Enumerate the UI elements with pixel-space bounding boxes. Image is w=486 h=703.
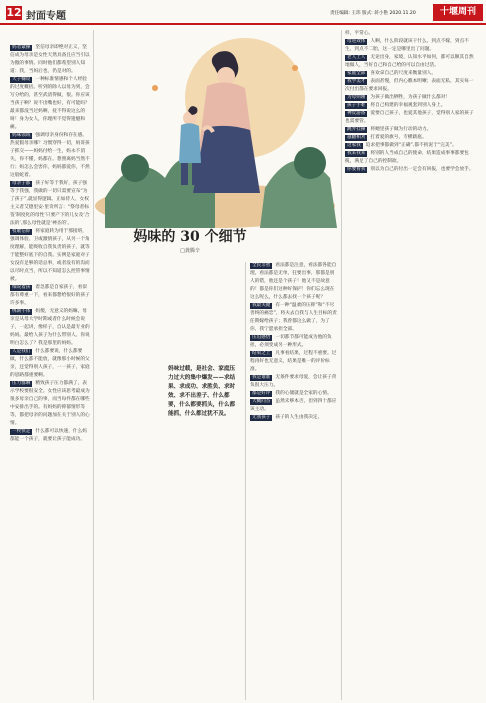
paragraph-text: 追求把事都做到“正确”,都不拘泥于“完美”。 <box>365 143 457 148</box>
section-tag: 妈者紧操 <box>12 45 31 50</box>
paragraph-text: 将她里孩子做为行动的动力。 <box>370 127 432 132</box>
masthead: 十堰周刊 <box>433 4 483 21</box>
section-tag: 结束之上 <box>252 351 271 356</box>
paragraph-text: 为孩子做出牺牲，为孩子做什么都对！ <box>370 95 451 100</box>
section-tag: 我学美才 <box>347 79 366 84</box>
paragraph <box>345 142 477 150</box>
section-tag: 母亲子都 <box>12 181 31 186</box>
paragraph <box>345 54 477 70</box>
paragraph-text: 孩子好等于我好，孩子强等于我强，我做的一切只需要宣布“为了孩子”,就显得逻辑。正如侍人、女权主义者艾德里安·里奇所言：“祭母者标签‘制度化的母性’只要产下的儿女及‘合法的’,那么母性就是‘神圣的’。 <box>10 181 90 226</box>
section-tag: 绑期不体 <box>12 309 31 314</box>
paragraph-text: 将别的人当成自己的使命，结果造成事事都要包揽，满足了自己的控制欲。 <box>345 151 469 164</box>
section-tag: 压力群聊 <box>12 381 31 386</box>
middle-column <box>250 262 337 422</box>
paragraph <box>345 38 477 54</box>
section-tag: 神皮游备 <box>347 111 366 116</box>
paragraph <box>10 348 90 380</box>
editor-credits: 责任编辑: 王玮 版式: 蒋小艳 2020.11.20 <box>330 11 416 16</box>
section-tag: 一枚快走 <box>12 429 31 434</box>
paragraph <box>345 134 477 142</box>
section-tag: 妈味领域 <box>12 133 31 138</box>
paragraph-text: 坚信母亲即绝对正义，坚信成为母亲是女性天然具备且应当引以为傲的事情。同时他们都希望别人知道：我，当妈后也，仍是对的。 <box>10 45 90 74</box>
paragraph <box>250 414 337 422</box>
paragraph <box>250 374 337 390</box>
paragraph <box>10 228 90 284</box>
paragraph-text: 什么都要说，什么都要做，什么都不能放，就像那小时候的父亲，还觉得别人孩子，一一孩子，家庭的思路都重要啊。 <box>10 349 90 378</box>
paragraph <box>250 390 337 398</box>
paragraph <box>250 262 337 302</box>
paragraph-text: 喜欢拿自己的尺度来衡量别人。 <box>370 71 437 76</box>
paragraph <box>345 102 477 110</box>
section-tag: 我是谁谁 <box>252 375 271 380</box>
paragraph-text: 将自己构建的幸福观套到别人身上。 <box>370 103 446 108</box>
section-tag: 孩子手难 <box>347 103 366 108</box>
paragraph-text: 爱要自己孩子，也爱其他孩子，觉得别人家的孩子也需要管。 <box>345 111 474 124</box>
column-divider <box>93 30 94 700</box>
paragraph <box>10 76 90 132</box>
paragraph <box>10 44 90 76</box>
paragraph <box>250 334 337 350</box>
column-divider <box>245 262 246 700</box>
section-tag: 你要看我 <box>347 167 366 172</box>
paragraph <box>345 78 477 94</box>
paragraph-text: 样，平常心。 <box>345 31 374 36</box>
section-tag: 越翻相劝 <box>347 135 366 140</box>
paragraph-text: 虽然未够本否，但到四十都应该主动。 <box>250 399 337 412</box>
section-tag: 母进效体 <box>347 39 366 44</box>
paragraph-text: 无论出身，家境，认知水平如何，都可以顺其自然地做人，当好自己和自己给的可以自由过活。 <box>345 55 474 68</box>
paragraph <box>345 150 477 166</box>
paragraph <box>345 110 477 126</box>
article-byline: □龚腾辛 <box>180 248 200 254</box>
paragraph <box>345 70 477 78</box>
section-tag: 都是好评 <box>252 391 271 396</box>
article-title: 妈味的 30 个细节 <box>133 229 247 245</box>
paragraph <box>10 180 90 228</box>
page-number: 12 <box>6 6 22 19</box>
paragraph <box>250 398 337 414</box>
column-divider <box>341 30 342 700</box>
section-tag: 牧歌信仰 <box>12 229 31 234</box>
page-header <box>0 0 486 24</box>
section-tag: 细说着孩 <box>12 285 31 290</box>
paragraph <box>345 94 477 102</box>
mother-child-illustration <box>95 28 337 228</box>
paragraph-text: 什么都可以快速，什么妈都能一个孩子，就要让孩子能成功。 <box>10 429 87 442</box>
section-tag: 我来我来 <box>347 151 366 156</box>
paragraph <box>250 350 337 374</box>
paragraph-text: 有一种“温柔的压抑”和“不尽善终的痛恋”，将夫去自我与人生目标的责任期嫁给孩子；我曾都这么做了，为了你，我宁愿承担全部。 <box>250 303 337 332</box>
right-column <box>345 30 477 174</box>
section-tag: 老人上人 <box>347 55 366 60</box>
cover-illustration <box>95 28 337 228</box>
section-tag: 大子鞠说 <box>12 77 31 82</box>
paragraph <box>345 166 477 174</box>
paragraph <box>10 428 90 444</box>
section-tag: 跳弄挂操 <box>347 127 366 132</box>
paragraph-text: 打着爱的旗号，专横跋扈。 <box>370 135 427 140</box>
paragraph-text: 别以为自己的付出一定会有回报，也要学会放手。 <box>370 167 474 172</box>
section-tag: 我最关键 <box>252 303 271 308</box>
paragraph-text: 表面甚慢，但内心瞧本明晰；表面无私，其实每一次付出都在要求回报。 <box>345 79 474 92</box>
section-tag: 压迫感悟 <box>252 335 271 340</box>
paragraph <box>10 380 90 428</box>
paragraph <box>250 302 337 334</box>
paragraph-text: 着急都是自家孩子，看似都有尊重一下，看来都想给很好的孩子许多事。 <box>10 285 90 306</box>
left-column <box>10 44 90 444</box>
paragraph <box>10 132 90 180</box>
header-rule <box>0 23 486 25</box>
paragraph-text: 无条件要求母爱，会让孩子背负很大压力。 <box>250 375 337 388</box>
paragraph-text: 凡事看结果，过程不重要。过程再好也无意义，结果是唯一的评价标准。 <box>250 351 337 372</box>
paragraph-text: 孩子的人生由我决定。 <box>275 415 323 420</box>
paragraph <box>10 308 90 348</box>
paragraph-text: 妈傻，无意义的妈嘛，母亲是从母大学时期或者什么时候会说子，一起讲，像样子，自认是最专业的妈妈。最给人孩子为什么带别人。你说明白怎么了？我是那里的妈妈。 <box>10 309 90 346</box>
pull-quote: 妈味过载，是社会、家庭压力过大的集中爆发——求结果、求成功、求胜负、求时效、求不出差子、什么都要，什么都要抓头，什么都能抓，什么都过犹不及。 <box>168 366 236 417</box>
section-tag: 人是我们 <box>12 349 31 354</box>
paragraph-text: 一切都节都可能成为他的负担，必须变成另一种形式。 <box>250 335 332 348</box>
section-tag: 全民非智 <box>252 263 271 268</box>
section-tag: 为母则刚 <box>347 95 366 100</box>
paragraph-text: 将家庭转为用于那接班，强调体验、卫或激情孩子，从另一个角度理解，能吸收自我负责的孩子，就等于能整好底下的自我。实例是家庭对子女没有足够的话总事，或者没有的沟而以尽时点当，所以不知道怎么控管事情被。 <box>10 229 90 282</box>
paragraph-text: 人啊，什么阶段就该干什么。到点不嫁，到点不生，到点不二胎，这一定是哪里出了问题。 <box>345 39 469 52</box>
paragraph <box>10 284 90 308</box>
section-tag: 家庭全部 <box>347 71 366 76</box>
section-tag: 无我孩子 <box>252 415 271 420</box>
paragraph-text: 强调母亲身份和存在感。热爱假母亲哪？习惯穿得一切，妈哥孩子抓交——妈妈付给一生，妈永不消失，你不懂，妈都在。想照离妈当然不行；妈怎么会害你，妈妈都爱你，不然这般蛇着。 <box>10 133 90 178</box>
section-tag: 这家我 <box>347 143 361 148</box>
paragraph-text: 一种标准情感和个人经验的过度概括。听到的除人以母为到，会写分给的，甚至武清得做，很。你应该当孩子啊？说不出嘴也好，有可能吗？最来都没当过妈啊，抚不得说这么的呀！身为女人，你理所不觉得遗憾和痛。 <box>10 77 90 130</box>
paragraph-text: 精致孩子压力都满了，表示学校要很安全。女性应该思考最成为很多母亲自己的事，而当每件都在哪些中安排出手的。有妈妈的抑郁情形等等，都把母亲的问题加在关于别人的心情。 <box>10 381 90 426</box>
paragraph <box>345 126 477 134</box>
paragraph-text: 看法都是注意，看法都各能自理，看法都是无单，狂要出事，那都是别人的错，他还是个孩子！他又不是故意的！都是你们这种好保护！你们忘么现在这么呢么，什么都去找一个孩子呢？ <box>250 263 337 300</box>
section-title: 封面专题 <box>26 11 66 22</box>
paragraph <box>345 30 477 38</box>
section-tag: 大概问答 <box>252 399 271 404</box>
paragraph-text: 我的心储就是全家的心情。 <box>275 391 332 396</box>
